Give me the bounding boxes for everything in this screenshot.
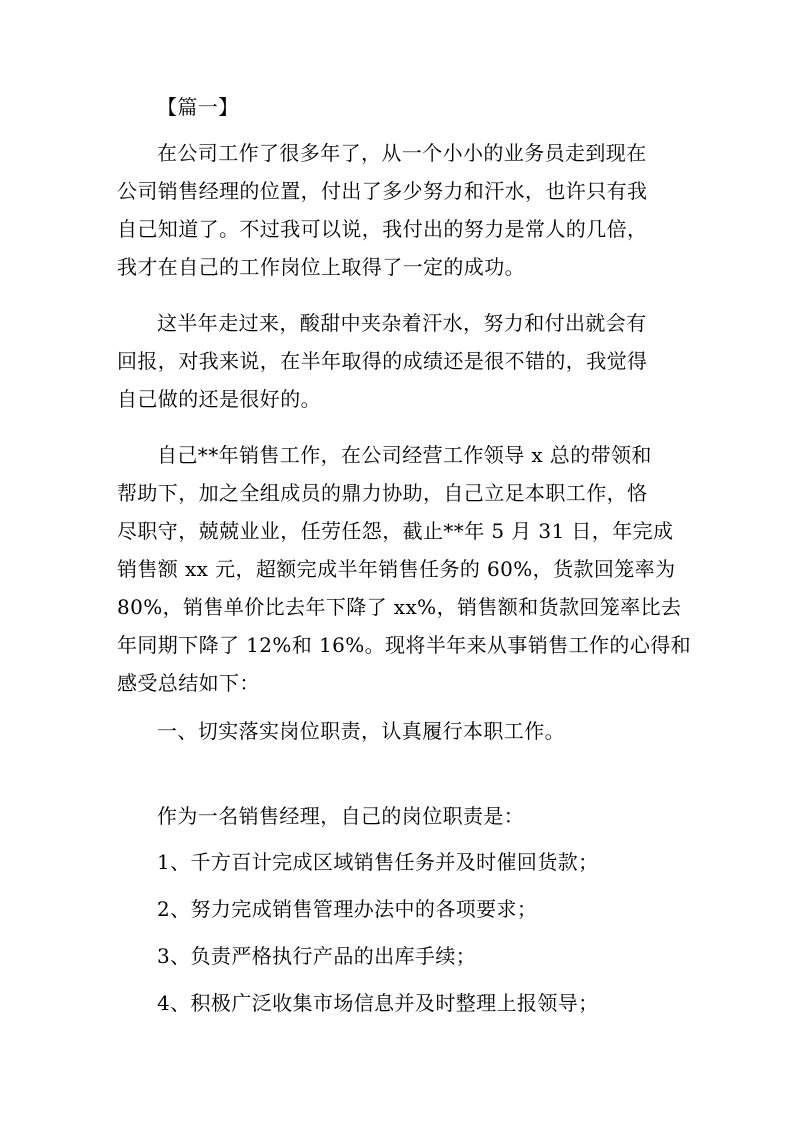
paragraph-3-line-3: 尽职守，兢兢业业，任劳任怨，截止**年 5 月 31 日，年完成 (117, 519, 674, 543)
paragraph-1 (117, 134, 687, 286)
paragraph-3-line-5: 80%，销售单价比去年下降了 xx%，销售额和货款回笼率比去 (117, 595, 682, 619)
paragraph-1-line-2: 公司销售经理的位置，付出了多少努力和汗水，也许只有我 (117, 179, 648, 203)
duties-list (157, 839, 677, 1027)
paragraph-2-line-2: 回报，对我来说，在半年取得的成绩还是很不错的，我觉得 (117, 349, 648, 373)
list-item: 2、努力完成销售管理办法中的各项要求； (157, 897, 538, 921)
list-item: 1、千方百计完成区域销售任务并及时催回货款； (157, 850, 599, 874)
paragraph-3 (117, 436, 692, 702)
paragraph-4-text: 作为一名销售经理，自己的岗位职责是： (157, 804, 525, 828)
section-title (117, 88, 727, 126)
paragraph-2 (117, 304, 687, 418)
paragraph-3-line-4: 销售额 xx 元，超额完成半年销售任务的 60%，货款回笼率为 (117, 557, 676, 581)
paragraph-3-line-7: 感受总结如下： (117, 671, 260, 695)
paragraph-1-line-4: 我才在自己的工作岗位上取得了一定的成功。 (117, 255, 525, 279)
section-heading-1-text: 一、切实落实岗位职责，认真履行本职工作。 (157, 719, 565, 743)
paragraph-2-line-3: 自己做的还是很好的。 (117, 387, 321, 411)
paragraph-3-line-2: 帮助下，加之全组成员的鼎力协助，自己立足本职工作，恪 (117, 481, 648, 505)
paragraph-1-line-3: 自己知道了。不过我可以说，我付出的努力是常人的几倍， (117, 217, 648, 241)
paragraph-1-line-1: 在公司工作了很多年了，从一个小小的业务员走到现在 (157, 141, 647, 165)
list-item: 4、积极广泛收集市场信息并及时整理上报领导； (157, 991, 599, 1015)
paragraph-4 (117, 797, 687, 835)
section-title-text: 【篇一】 (157, 95, 239, 119)
paragraph-3-line-1: 自己**年销售工作，在公司经营工作领导 x 总的带领和 (157, 443, 652, 467)
paragraph-3-line-6: 年同期下降了 12%和 16%。现将半年来从事销售工作的心得和 (117, 633, 692, 657)
section-heading-1 (117, 712, 687, 750)
list-item: 3、负责严格执行产品的出库手续； (157, 944, 477, 968)
paragraph-2-line-1: 这半年走过来，酸甜中夹杂着汗水，努力和付出就会有 (157, 311, 647, 335)
